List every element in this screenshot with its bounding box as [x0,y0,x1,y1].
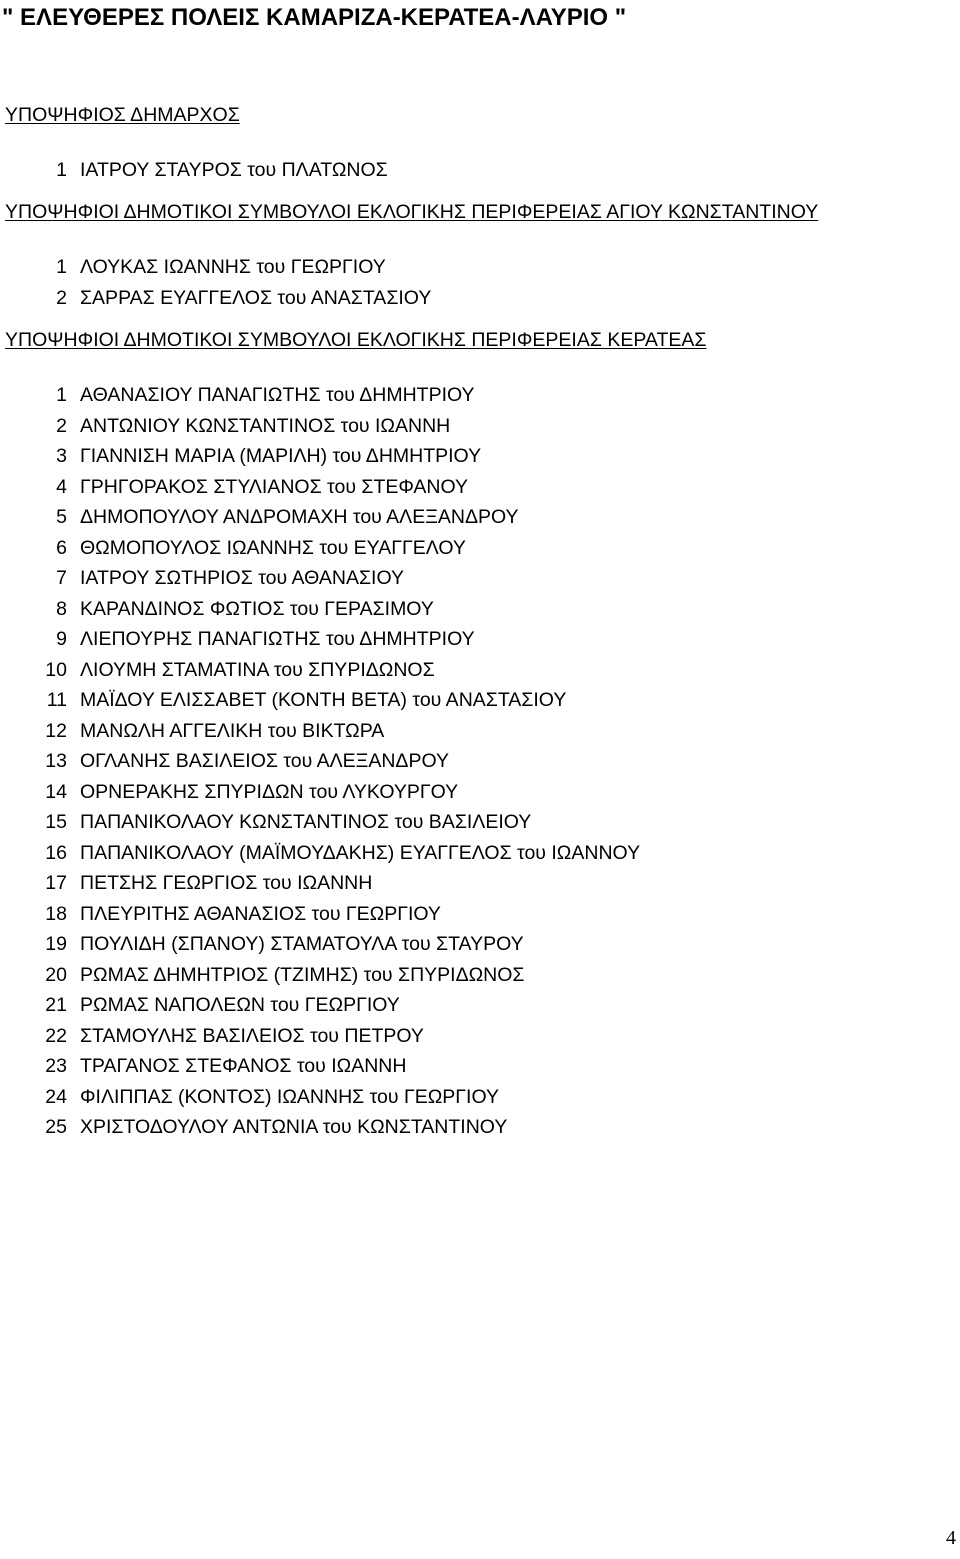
candidate-name: ΜΑΪΔΟΥ ΕΛΙΣΣΑΒΕΤ (ΚΟΝΤΗ ΒΕΤΑ) του ΑΝΑΣΤΑΣΙΟΥ [80,689,567,711]
candidate-name: ΔΗΜΟΠΟΥΛΟΥ ΑΝΔΡΟΜΑΧΗ του ΑΛΕΞΑΝΔΡΟΥ [80,506,519,528]
candidate-name: ΟΓΛΑΝΗΣ ΒΑΣΙΛΕΙΟΣ του ΑΛΕΞΑΝΔΡΟΥ [80,750,450,772]
candidate-number: 1 [56,384,67,406]
candidate-name: ΛΟΥΚΑΣ ΙΩΑΝΝΗΣ του ΓΕΩΡΓΙΟΥ [80,256,386,278]
candidate-name: ΣΑΡΡΑΣ ΕΥΑΓΓΕΛΟΣ του ΑΝΑΣΤΑΣΙΟΥ [80,287,432,309]
page-number: 4 [946,1527,956,1549]
candidate-number: 21 [45,994,67,1016]
candidate-number: 11 [46,689,67,711]
candidate-number: 23 [45,1055,67,1077]
candidate-name: ΟΡΝΕΡΑΚΗΣ ΣΠΥΡΙΔΩΝ του ΛΥΚΟΥΡΓΟΥ [80,780,459,803]
candidate-name: ΚΑΡΑΝΔΙΝΟΣ ΦΩΤΙΟΣ του ΓΕΡΑΣΙΜΟΥ [80,597,434,620]
candidate-number: 10 [45,658,67,681]
candidate-number: 19 [45,933,67,955]
candidate-number: 4 [56,475,67,498]
candidate-number: 3 [56,445,67,467]
candidate-number: 17 [45,872,67,894]
candidate-number: 2 [56,414,67,437]
candidate-number: 7 [56,567,67,589]
candidate-number: 8 [56,597,67,620]
candidate-number: 6 [56,536,67,559]
party-title: " ΕΛΕΥΘΕΡΕΣ ΠΟΛΕΙΣ ΚΑΜΑΡΙΖΑ-ΚΕΡΑΤΕΑ-ΛΑΥΡΙΟ " [2,4,627,31]
candidate-name: ΠΟΥΛΙΔΗ (ΣΠΑΝΟΥ) ΣΤΑΜΑΤΟΥΛΑ του ΣΤΑΥΡΟΥ [80,933,524,955]
candidate-name: ΜΑΝΩΛΗ ΑΓΓΕΛΙΚΗ του ΒΙΚΤΩΡΑ [80,719,385,742]
candidate-name: ΡΩΜΑΣ ΔΗΜΗΤΡΙΟΣ (ΤΖΙΜΗΣ) του ΣΠΥΡΙΔΩΝΟΣ [80,963,525,986]
candidate-name: ΠΛΕΥΡΙΤΗΣ ΑΘΑΝΑΣΙΟΣ του ΓΕΩΡΓΙΟΥ [80,902,441,925]
candidate-name: ΛΙΕΠΟΥΡΗΣ ΠΑΝΑΓΙΩΤΗΣ του ΔΗΜΗΤΡΙΟΥ [80,628,475,650]
candidate-name: ΡΩΜΑΣ ΝΑΠΟΛΕΩΝ του ΓΕΩΡΓΙΟΥ [80,994,400,1016]
section-heading-mayor-candidate: ΥΠΟΨΗΦΙΟΣ ΔΗΜΑΡΧΟΣ [5,104,240,126]
candidate-name: ΙΑΤΡΟΥ ΣΤΑΥΡΟΣ του ΠΛΑΤΩΝΟΣ [80,159,388,181]
candidate-number: 16 [45,841,67,864]
candidate-name: ΓΡΗΓΟΡΑΚΟΣ ΣΤΥΛΙΑΝΟΣ του ΣΤΕΦΑΝΟΥ [80,475,469,498]
candidate-number: 14 [45,780,67,803]
candidate-name: ΠΕΤΣΗΣ ΓΕΩΡΓΙΟΣ του ΙΩΑΝΝΗ [80,872,373,894]
candidate-name: ΠΑΠΑΝΙΚΟΛΑΟΥ ΚΩΝΣΤΑΝΤΙΝΟΣ του ΒΑΣΙΛΕΙΟΥ [80,811,532,833]
section-heading-keratea-councillors: ΥΠΟΨΗΦΙΟΙ ΔΗΜΟΤΙΚΟΙ ΣΥΜΒΟΥΛΟΙ ΕΚΛΟΓΙΚΗΣ ΠΕΡΙΦΕΡΕΙΑΣ ΚΕΡΑΤΕΑΣ [5,329,707,351]
candidate-number: 1 [56,256,67,278]
candidate-name: ΘΩΜΟΠΟΥΛΟΣ ΙΩΑΝΝΗΣ του ΕΥΑΓΓΕΛΟΥ [80,536,466,559]
candidate-number: 20 [45,963,67,986]
candidate-number: 25 [45,1116,67,1138]
candidate-number: 15 [45,811,67,833]
candidate-name: ΣΤΑΜΟΥΛΗΣ ΒΑΣΙΛΕΙΟΣ του ΠΕΤΡΟΥ [80,1024,424,1047]
section-heading-agios-konstantinos-councillors: ΥΠΟΨΗΦΙΟΙ ΔΗΜΟΤΙΚΟΙ ΣΥΜΒΟΥΛΟΙ ΕΚΛΟΓΙΚΗΣ ΠΕΡΙΦΕΡΕΙΑΣ ΑΓΙΟΥ ΚΩΝΣΤΑΝΤΙΝΟΥ [5,201,819,223]
candidate-name: ΙΑΤΡΟΥ ΣΩΤΗΡΙΟΣ του ΑΘΑΝΑΣΙΟΥ [80,567,404,589]
candidate-number: 2 [56,287,67,309]
candidate-name: ΠΑΠΑΝΙΚΟΛΑΟΥ (ΜΑΪΜΟΥΔΑΚΗΣ) ΕΥΑΓΓΕΛΟΣ του ΙΩΑΝΝΟΥ [80,841,641,864]
candidate-number: 5 [56,506,67,528]
candidate-name: ΦΙΛΙΠΠΑΣ (ΚΟΝΤΟΣ) ΙΩΑΝΝΗΣ του ΓΕΩΡΓΙΟΥ [80,1085,500,1108]
candidate-number: 22 [45,1024,67,1047]
candidate-name: ΓΙΑΝΝΙΣΗ ΜΑΡΙΑ (ΜΑΡΙΛΗ) του ΔΗΜΗΤΡΙΟΥ [80,445,482,467]
candidate-name: ΑΘΑΝΑΣΙΟΥ ΠΑΝΑΓΙΩΤΗΣ του ΔΗΜΗΤΡΙΟΥ [80,384,475,406]
candidate-name: ΛΙΟΥΜΗ ΣΤΑΜΑΤΙΝΑ του ΣΠΥΡΙΔΩΝΟΣ [80,658,435,681]
candidate-name: ΧΡΙΣΤΟΔΟΥΛΟΥ ΑΝΤΩΝΙΑ του ΚΩΝΣΤΑΝΤΙΝΟΥ [80,1116,508,1138]
candidate-number: 18 [45,902,67,925]
candidate-number: 1 [56,159,67,181]
candidate-number: 12 [45,719,67,742]
candidate-number: 9 [56,628,67,650]
candidate-number: 24 [45,1085,67,1108]
candidate-name: ΑΝΤΩΝΙΟΥ ΚΩΝΣΤΑΝΤΙΝΟΣ του ΙΩΑΝΝΗ [80,414,451,437]
candidate-name: ΤΡΑΓΑΝΟΣ ΣΤΕΦΑΝΟΣ του ΙΩΑΝΝΗ [80,1055,407,1077]
candidate-number: 13 [45,750,67,772]
